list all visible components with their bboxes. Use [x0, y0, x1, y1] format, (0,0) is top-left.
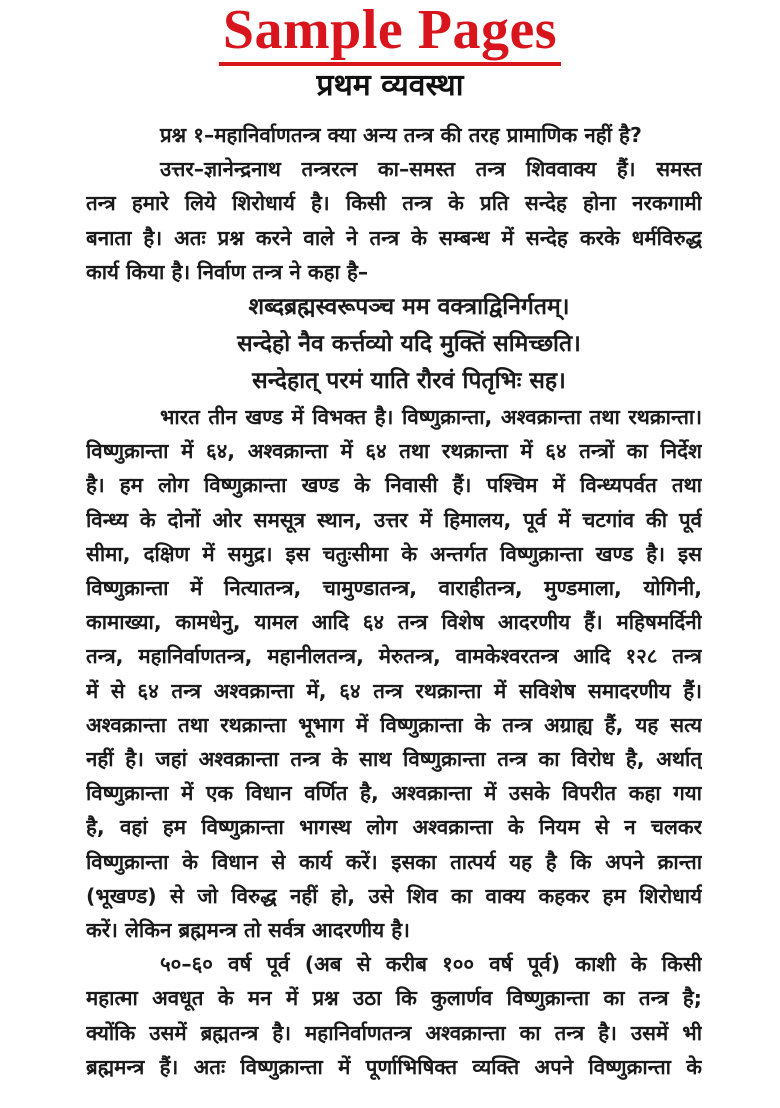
text-line: भारत तीन खण्ड में विभक्त है। विष्णुक्रान्ता, अश्वक्रान्ता तथा रथक्रान्ता। — [160, 405, 702, 430]
text-line: महात्मा अवधूत के मन में प्रश्न उठा कि कुलार्णव विष्णुक्रान्ता का तन्त्र है; — [86, 986, 702, 1011]
paragraph-avadhuta — [86, 947, 702, 1084]
text-line: है। हम लोग विष्णुक्रान्ता खण्ड के निवासी हैं। पश्चिम में विन्ध्यपर्वत तथा — [86, 473, 702, 498]
text-line: विष्णुक्रान्ता में एक विधान वर्णित है, अश्वक्रान्ता में उसके विपरीत कहा गया — [86, 781, 702, 806]
text-line: क्योंकि उसमें ब्रह्मतन्त्र है। महानिर्वाणतन्त्र अश्वक्रान्ता का तन्त्र है। उसमें भी — [86, 1020, 702, 1045]
chapter-title: प्रथम व्यवस्था — [316, 68, 464, 103]
text-line: है, वहां हम विष्णुक्रान्ता भागस्थ लोग अश्वक्रान्ता के नियम से न चलकर — [86, 815, 702, 840]
text-line: अश्वक्रान्ता तथा रथक्रान्ता भूभाग में विष्णुक्रान्ता के तन्त्र अग्राह्य हैं, यह सत्य — [86, 712, 702, 737]
text-line: ५०–६० वर्ष पूर्व (अब से करीब १०० वर्ष पूर्व) काशी के किसी — [160, 952, 702, 977]
text-line: कामाख्या, कामधेनु, यामल आदि ६४ तन्त्र विशेष आदरणीय हैं। महिषमर्दिनी — [86, 610, 702, 635]
text-line: विष्णुक्रान्ता में ६४, अश्वक्रान्ता में ६४ तथा रथक्रान्ता में ६४ तन्त्रों का निर्देश — [86, 439, 702, 464]
text-line: विष्णुक्रान्ता के विधान से कार्य करें। इसका तात्पर्य यह है कि अपने क्रान्ता — [86, 849, 702, 874]
question-line: प्रश्न १–महानिर्वाणतन्त्र क्या अन्य तन्त्र की तरह प्रामाणिक नहीं है? — [160, 123, 642, 147]
text-line: तन्त्र, महानिर्वाणतन्त्र, महानीलतन्त्र, मेरुतन्त्र, वामकेश्वरतन्त्र आदि १२८ तन्त्र — [86, 644, 702, 669]
banner-title: Sample Pages — [219, 2, 561, 66]
text-line: उत्तर–ज्ञानेन्द्रनाथ तन्त्ररत्न का–समस्त तन्त्र शिववाक्य हैं। समस्त — [160, 157, 702, 182]
text-line: में से ६४ तन्त्र अश्वक्रान्ता में, ६४ तन्त्र रथक्रान्ता में सविशेष समादरणीय हैं। — [86, 678, 702, 703]
sanskrit-verse — [86, 289, 702, 400]
answer-paragraph — [86, 152, 702, 289]
question-paragraph — [86, 118, 702, 152]
text-line: करें। लेकिन ब्रह्ममन्त्र तो सर्वत्र आदरणीय है। — [86, 918, 410, 943]
text-line: (भूखण्ड) से जो विरुद्ध नहीं हो, उसे शिव का वाक्य कहकर हम शिरोधार्य — [86, 883, 702, 908]
text-line: कार्य किया है। निर्वाण तन्त्र ने कहा है– — [86, 259, 369, 284]
text-line: ब्रह्ममन्त्र हैं। अतः विष्णुक्रान्ता में पूर्णाभिषिक्त व्यक्ति अपने विष्णुक्रान्ता के — [86, 1054, 702, 1079]
page-body — [86, 118, 702, 1084]
text-line: सीमा, दक्षिण में समुद्र। इस चतुःसीमा के अन्तर्गत विष्णुक्रान्ता खण्ड है। इस — [86, 541, 702, 566]
text-line: विष्णुक्रान्ता में नित्यातन्त्र, चामुण्डातन्त्र, वाराहीतन्त्र, मुण्डमाला, योगिनी, — [86, 576, 702, 601]
text-line: नहीं है। जहां अश्वक्रान्ता तन्त्र के साथ विष्णुक्रान्ता तन्त्र का विरोध है, अर्थात् — [86, 747, 702, 772]
sample-pages-banner — [0, 0, 780, 66]
verse-line: सन्देहो नैव कर्त्तव्यो यदि मुक्तिं समिच्छति। — [237, 331, 581, 358]
text-line: विन्ध्य के दोनों ओर समसूत्र स्थान, उत्तर में हिमालय, पूर्व में चटगांव की पूर्व — [86, 507, 702, 532]
text-line: तन्त्र हमारे लिये शिरोधार्य है। किसी तन्त्र के प्रति सन्देह होना नरकगामी — [86, 191, 702, 216]
verse-line: सन्देहात् परमं याति रौरवं पितृभिः सह। — [252, 368, 566, 395]
text-line: बनाता है। अतः प्रश्न करने वाले ने तन्त्र के सम्बन्ध में सन्देह करके धर्मविरुद्ध — [86, 225, 702, 250]
verse-line: शब्दब्रह्मस्वरूपञ्च मम वक्त्राद्विनिर्गतम्। — [248, 294, 570, 321]
paragraph-three-regions — [86, 400, 702, 947]
